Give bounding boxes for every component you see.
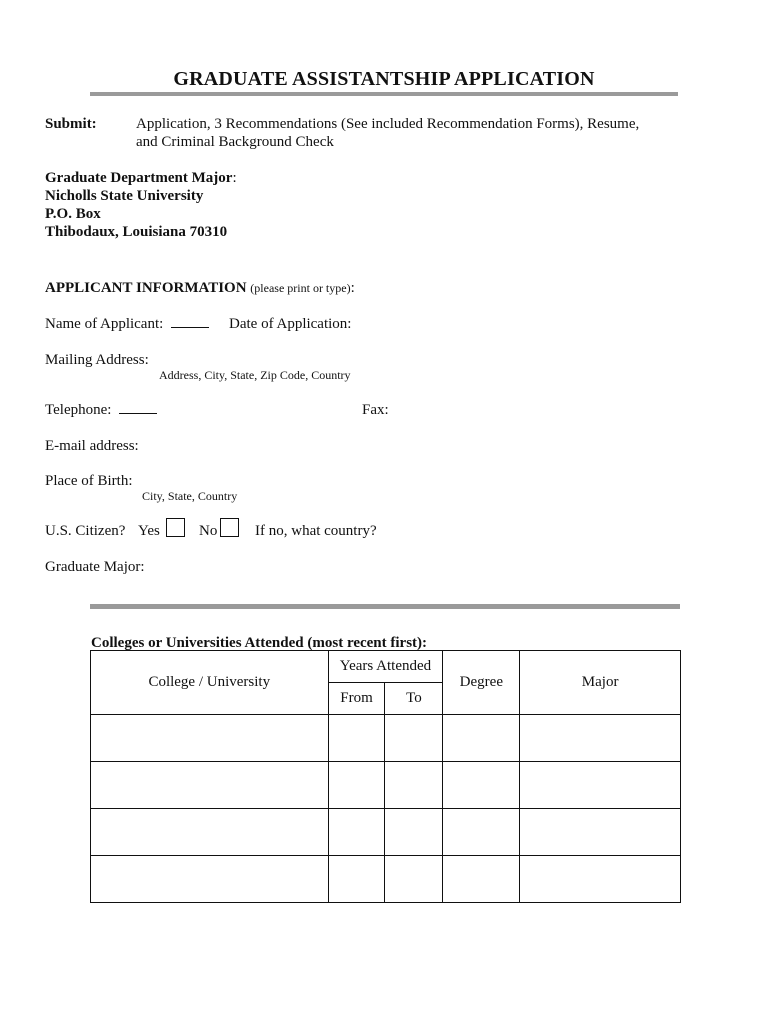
to-cell[interactable] bbox=[385, 715, 443, 762]
citizen-no-label: No bbox=[199, 523, 218, 539]
degree-cell[interactable] bbox=[443, 809, 520, 856]
applicant-info-note: (please print or type) bbox=[250, 281, 351, 295]
submit-items-line2: and Criminal Background Check bbox=[136, 134, 334, 150]
to-cell[interactable] bbox=[385, 762, 443, 809]
college-cell[interactable] bbox=[91, 809, 329, 856]
col-header-degree: Degree bbox=[443, 651, 520, 715]
if-no-country-label: If no, what country? bbox=[255, 523, 377, 539]
citizen-yes-checkbox[interactable] bbox=[166, 518, 185, 537]
from-cell[interactable] bbox=[328, 715, 385, 762]
graduate-major-label: Graduate Major: bbox=[45, 559, 145, 575]
name-input-line[interactable] bbox=[171, 315, 209, 328]
birth-hint: City, State, Country bbox=[142, 489, 238, 503]
table-header-row bbox=[91, 651, 681, 683]
email-label: E-mail address: bbox=[45, 438, 139, 454]
citizen-label: U.S. Citizen? bbox=[45, 523, 126, 539]
degree-cell[interactable] bbox=[443, 856, 520, 903]
submit-label: Submit: bbox=[45, 116, 97, 132]
mailing-address-hint: Address, City, State, Zip Code, Country bbox=[159, 368, 351, 382]
telephone-input-line[interactable] bbox=[119, 401, 157, 414]
table-row bbox=[91, 762, 681, 809]
city-state-zip: Thibodaux, Louisiana 70310 bbox=[45, 224, 228, 240]
colleges-heading: Colleges or Universities Attended (most recent first): bbox=[91, 635, 428, 651]
to-cell[interactable] bbox=[385, 809, 443, 856]
telephone-field-row bbox=[45, 401, 157, 419]
major-cell[interactable] bbox=[520, 762, 681, 809]
from-cell[interactable] bbox=[328, 809, 385, 856]
po-box: P.O. Box bbox=[45, 206, 101, 222]
from-cell[interactable] bbox=[328, 856, 385, 903]
birth-label: Place of Birth: bbox=[45, 473, 133, 489]
page-title: GRADUATE ASSISTANTSHIP APPLICATION bbox=[173, 68, 595, 90]
name-label: Name of Applicant: bbox=[45, 316, 164, 332]
colleges-table bbox=[90, 650, 681, 903]
dept-label: Graduate Department Major bbox=[45, 170, 233, 186]
degree-cell[interactable] bbox=[443, 762, 520, 809]
name-field-row bbox=[45, 315, 209, 333]
dept-line bbox=[45, 169, 237, 187]
section-divider bbox=[90, 604, 680, 609]
major-cell[interactable] bbox=[520, 715, 681, 762]
applicant-info-heading-line bbox=[45, 279, 355, 297]
col-header-from: From bbox=[328, 683, 385, 715]
dept-colon: : bbox=[232, 170, 237, 186]
from-cell[interactable] bbox=[328, 762, 385, 809]
college-cell[interactable] bbox=[91, 715, 329, 762]
submit-items-line1: Application, 3 Recommendations (See included Recommendation Forms), Resume, bbox=[136, 116, 640, 132]
university-name: Nicholls State University bbox=[45, 188, 204, 204]
table-row bbox=[91, 715, 681, 762]
table-row bbox=[91, 809, 681, 856]
major-cell[interactable] bbox=[520, 809, 681, 856]
fax-label: Fax: bbox=[362, 402, 389, 418]
citizen-no-checkbox[interactable] bbox=[220, 518, 239, 537]
date-label: Date of Application: bbox=[229, 316, 352, 332]
mailing-address-label: Mailing Address: bbox=[45, 352, 149, 368]
title-divider bbox=[90, 92, 678, 96]
applicant-info-colon: : bbox=[350, 280, 355, 296]
college-cell[interactable] bbox=[91, 762, 329, 809]
col-header-college: College / University bbox=[91, 651, 329, 715]
col-header-years: Years Attended bbox=[328, 651, 443, 683]
col-header-to: To bbox=[385, 683, 443, 715]
college-cell[interactable] bbox=[91, 856, 329, 903]
major-cell[interactable] bbox=[520, 856, 681, 903]
to-cell[interactable] bbox=[385, 856, 443, 903]
degree-cell[interactable] bbox=[443, 715, 520, 762]
col-header-major: Major bbox=[520, 651, 681, 715]
telephone-label: Telephone: bbox=[45, 402, 112, 418]
applicant-info-heading: APPLICANT INFORMATION bbox=[45, 280, 247, 296]
table-row bbox=[91, 856, 681, 903]
citizen-yes-label: Yes bbox=[138, 523, 160, 539]
